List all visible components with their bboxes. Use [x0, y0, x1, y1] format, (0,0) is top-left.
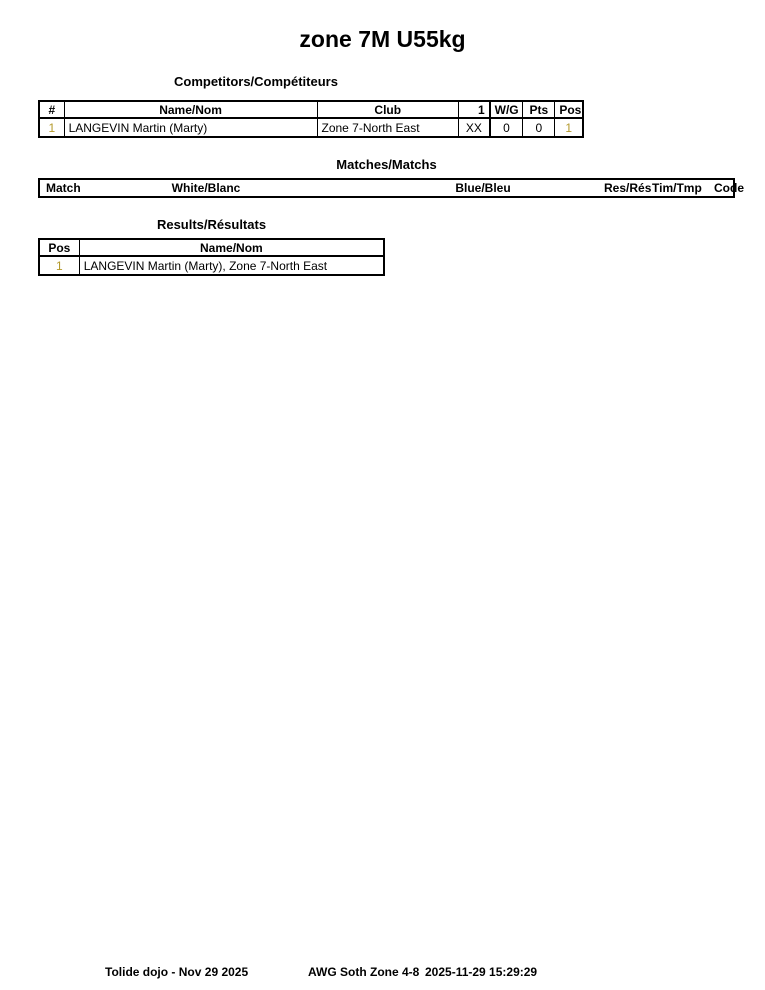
result-name: LANGEVIN Martin (Marty), Zone 7-North East: [79, 256, 384, 275]
competitors-table: [38, 100, 584, 138]
matches-heading: Matches/Matchs: [336, 157, 437, 172]
competitors-col-pos: Pos: [555, 101, 583, 118]
results-header-row: [39, 239, 384, 256]
matches-col-time: Tim/Tmp: [652, 181, 702, 195]
footer-timestamp: 2025-11-29 15:29:29: [425, 965, 538, 979]
competitor-name: LANGEVIN Martin (Marty): [64, 118, 317, 137]
competitors-col-club: Club: [317, 101, 459, 118]
result-row: [39, 256, 384, 275]
matches-table: [38, 178, 744, 198]
competitors-col-wg: W/G: [490, 101, 523, 118]
results-col-pos: Pos: [39, 239, 79, 256]
competitors-heading: Competitors/Compétiteurs: [174, 74, 338, 89]
competitor-pos: 1: [555, 118, 583, 137]
results-heading: Results/Résultats: [156, 217, 267, 232]
matches-col-result: Res/Rés: [604, 181, 652, 195]
matches-col-white: White/Blanc: [171, 181, 241, 195]
competitors-header-row: [39, 101, 583, 118]
page-title: zone 7M U55kg: [299, 26, 466, 52]
competitor-club: Zone 7-North East: [317, 118, 459, 137]
competitor-pts: 0: [523, 118, 555, 137]
result-pos: 1: [39, 256, 79, 275]
competitor-wg: 0: [490, 118, 523, 137]
matches-col-code: Code: [714, 181, 744, 195]
competitors-col-name: Name/Nom: [64, 101, 317, 118]
competitors-col-pts: Pts: [523, 101, 555, 118]
competitor-row: [39, 118, 583, 137]
matches-col-match: Match: [46, 181, 81, 195]
competitor-round1-result: XX: [459, 118, 490, 137]
results-col-name: Name/Nom: [79, 239, 384, 256]
footer-venue: Tolide dojo - Nov 29 2025: [105, 965, 249, 979]
footer-event: AWG Soth Zone 4-8: [308, 965, 420, 979]
competitor-num: 1: [39, 118, 64, 137]
competitors-col-num: #: [39, 101, 64, 118]
competitors-col-round1: 1: [459, 101, 490, 118]
matches-col-blue: Blue/Bleu: [455, 181, 511, 195]
results-table: [38, 238, 385, 276]
